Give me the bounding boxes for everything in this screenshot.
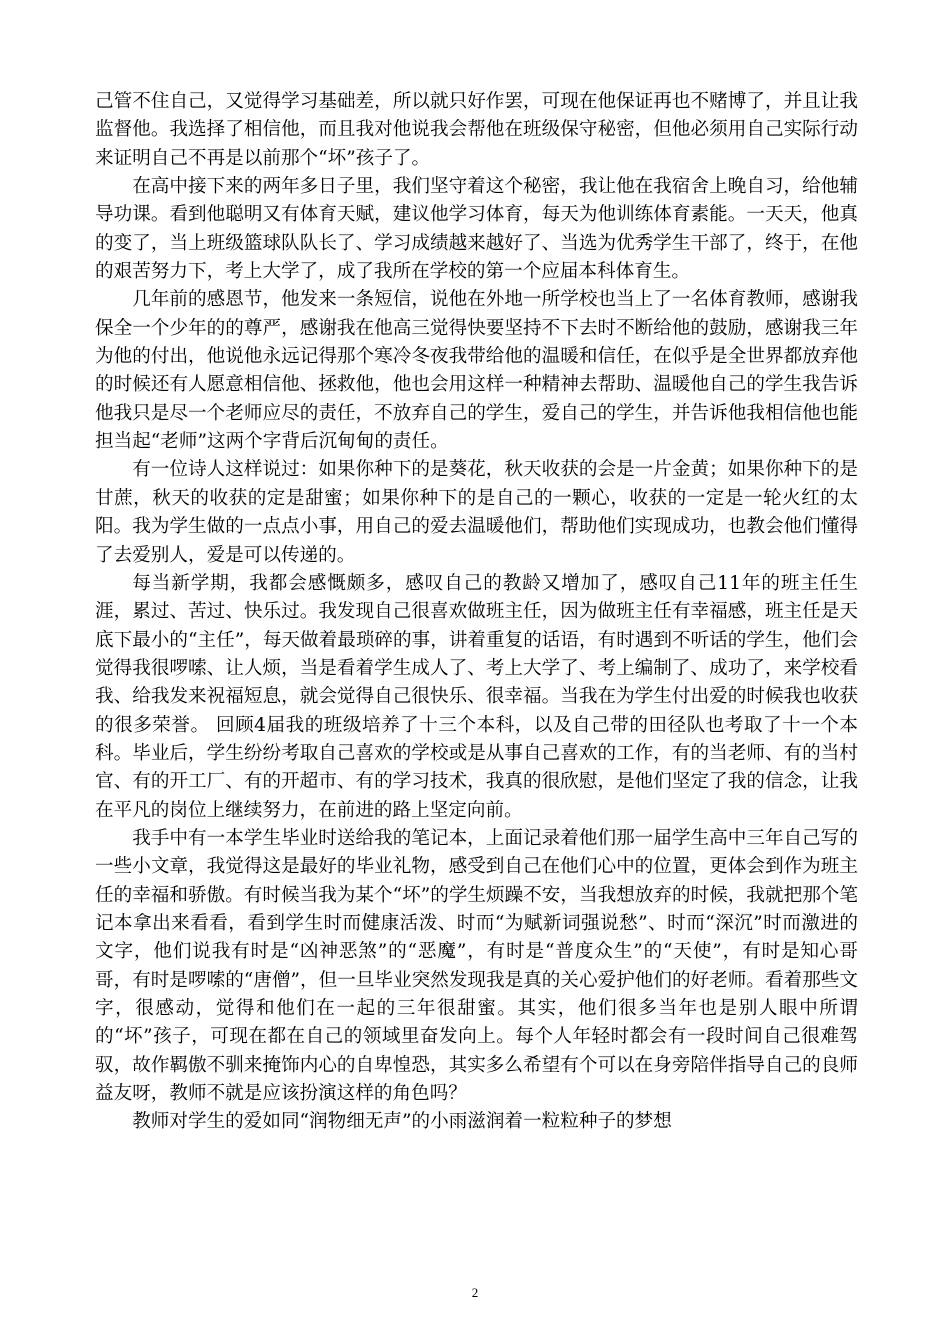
- paragraph-5: 每当新学期，我都会感慨颇多，感叹自己的教龄又增加了，感叹自己11年的班主任生涯，累过、苦过、快乐过。我发现自己很喜欢做班主任，因为做班主任有幸福感，班主任是天底下最小的“主任”，每天做着最琐碎的事，讲着重复的话语，有时遇到不听话的学生，他们会觉得我很啰嗦、让人烦，当是看着学生成人了、考上大学了、考上编制了、成功了，来学校看我、给我发来祝福短息，就会觉得自己很快乐、很幸福。当我在为学生付出爱的时候我也收获的很多荣誉。 回顾4届我的班级培养了十三个本科，以及自己带的田径队也考取了十一个本科。毕业后，学生纷纷考取自己喜欢的学校或是从事自己喜欢的工作，有的当老师、有的当村官、有的开工厂、有的开超市、有的学习技术，我真的很欣慰，是他们坚定了我的信念，让我在平凡的岗位上继续努力，在前进的路上坚定向前。: [95, 572, 858, 821]
- paragraph-2: 在高中接下来的两年多日子里，我们坚守着这个秘密，我让他在我宿舍上晚自习，给他辅导功课。看到他聪明又有体育天赋，建议他学习体育，每天为他训练体育素能。一天天，他真的变了，当上班级篮球队队长了、学习成绩越来越好了、当选为优秀学生干部了，终于，在他的艰苦努力下，考上大学了，成了我所在学校的第一个应届本科体育生。: [95, 176, 858, 283]
- paragraph-7: 教师对学生的爱如同“润物细无声”的小雨滋润着一粒粒种子的梦想: [132, 1111, 672, 1133]
- paragraph-3: 几年前的感恩节，他发来一条短信，说他在外地一所学校也当上了一名体育教师，感谢我保全一个少年的的尊严，感谢我在他高三觉得快要坚持不下去时不断给他的鼓励，感谢我三年为他的付出，他说他永远记得那个寒冷冬夜我带给他的温暖和信任，在似乎是全世界都放弃他的时候还有人愿意相信他、拯救他，他也会用这样一种精神去帮助、温暖他自己的学生我告诉他我只是尽一个老师应尽的责任，不放弃自己的学生，爱自己的学生，并告诉他我相信他也能担当起“老师”这两个字背后沉甸甸的责任。: [95, 289, 858, 453]
- paragraph-4: 有一位诗人这样说过：如果你种下的是葵花，秋天收获的会是一片金黄；如果你种下的是甘蔗，秋天的收获的定是甜蜜；如果你种下的是自己的一颗心，收获的一定是一轮火红的太阳。我为学生做的一点点小事，用自己的爱去温暖他们，帮助他们实现成功，也教会他们懂得了去爱别人，爱是可以传递的。: [95, 459, 858, 566]
- paragraph-6: 我手中有一本学生毕业时送给我的笔记本，上面记录着他们那一届学生高中三年自己写的一些小文章，我觉得这是最好的毕业礼物，感受到自己在他们心中的位置，更体会到作为班主任的幸福和骄傲。有时候当我为某个“坏”的学生烦躁不安，当我想放弃的时候，我就把那个笔记本拿出来看看，看到学生时而健康活泼、时而“为赋新词强说愁”、时而“深沉”时而激进的文字，他们说我有时是“凶神恶煞”的“恶魔”，有时是“普度众生”的“天使”，有时是知心哥哥，有时是啰嗦的“唐僧”，但一旦毕业突然发现我是真的关心爱护他们的好老师。看着那些文字，很感动，觉得和他们在一起的三年很甜蜜。其实，他们很多当年也是别人眼中所谓的“坏”孩子，可现在都在自己的领域里奋发向上。每个人年轻时都会有一段时间自己很难驾驭，故作羁傲不驯来掩饰内心的自卑惶恐，其实多么希望有个可以在身旁陪伴指导自己的良师益友呀，教师不就是应该扮演这样的角色吗？: [95, 827, 858, 1105]
- body-text: [95, 88, 858, 1137]
- page-number: 2: [471, 1285, 479, 1300]
- paragraph-1: 己管不住自己，又觉得学习基础差，所以就只好作罢，可现在他保证再也不赌博了，并且让我监督他。我选择了相信他，而且我对他说我会帮他在班级保守秘密，但他必须用自己实际行动来证明自己不再是以前那个“坏”孩子了。: [95, 91, 858, 169]
